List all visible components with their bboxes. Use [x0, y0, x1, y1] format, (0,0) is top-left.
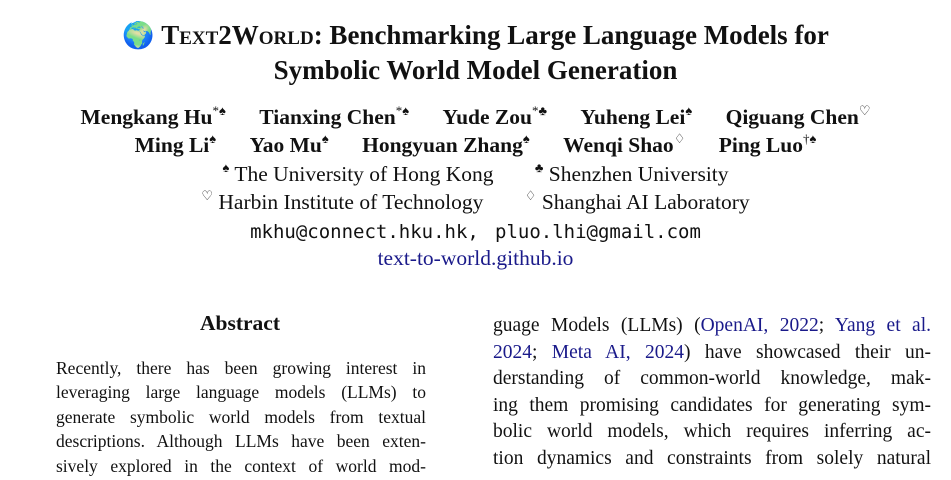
author: Mengkang Hu*♠	[80, 102, 226, 129]
abstract-heading: Abstract	[199, 311, 280, 335]
affiliation-mark: ♢	[524, 187, 537, 203]
title-line-1	[0, 18, 951, 53]
intro-line: derstanding of common-world knowledge, mak-	[493, 368, 931, 389]
intro-line: tion dynamics and constraints from solely natural	[493, 447, 931, 469]
author-marks: ♢	[673, 130, 686, 146]
authors-row-2	[0, 131, 951, 159]
abstract-line: leveraging large language models (LLMs) to	[56, 382, 426, 403]
citation-meta[interactable]: Meta AI, 2024	[551, 341, 684, 363]
author: Tianxing Chen*♠	[259, 102, 410, 129]
intro-line: bolic world models, which requires inferring ac-	[493, 421, 931, 442]
abstract-body	[56, 356, 426, 478]
author-marks: *♠	[212, 102, 226, 118]
paper-title	[0, 18, 951, 87]
affiliation: ♢ Shanghai AI Laboratory	[524, 187, 750, 214]
author-marks: *♠	[395, 102, 410, 118]
author-marks: ♠	[522, 130, 530, 146]
intro-line: ing them promising candidates for generating sym-	[493, 394, 931, 416]
abstract-line: generate symbolic world models from textual	[56, 406, 426, 427]
affiliations-row-1	[0, 160, 951, 188]
citation-yang-year[interactable]: 2024	[493, 341, 532, 363]
email: pluo.lhi@gmail.com	[495, 221, 701, 243]
intro-line: 2024; Meta AI, 2024) have showcased their un-	[493, 341, 931, 363]
intro-line: guage Models (LLMs) (OpenAI, 2022; Yang et al.	[493, 315, 932, 336]
author-marks: ♡	[858, 102, 871, 118]
citation-yang[interactable]: Yang et al.	[834, 315, 932, 336]
affiliation: ♡ Harbin Institute of Technology	[201, 187, 484, 214]
author-marks: †♠	[802, 130, 817, 146]
affiliations-row-2	[0, 188, 951, 216]
author-marks: ♠	[321, 130, 329, 146]
email: mkhu@connect.hku.hk,	[250, 221, 479, 243]
citation-openai[interactable]: OpenAI, 2022	[700, 315, 819, 336]
author: Qiguang Chen♡	[725, 102, 871, 129]
project-url-row	[0, 244, 951, 272]
author-marks: *♣	[531, 102, 547, 118]
author: Ming Li♠	[134, 130, 217, 157]
title-subtitle: : Benchmarking Large Language Models for	[313, 20, 829, 50]
author: Yude Zou*♣	[442, 102, 547, 129]
affiliation: ♠ The University of Hong Kong	[222, 159, 494, 186]
author: Ping Luo†♠	[718, 130, 817, 157]
affiliation: ♣ Shenzhen University	[534, 159, 729, 186]
affiliation-mark: ♡	[201, 187, 214, 203]
affiliation-mark: ♠	[222, 159, 230, 175]
affiliation-mark: ♣	[534, 159, 544, 175]
author: Wenqi Shao♢	[563, 130, 686, 157]
introduction-column	[493, 313, 931, 472]
title-line-2: Symbolic World Model Generation	[273, 55, 678, 85]
author-marks: ♠	[685, 102, 693, 118]
authors-row-1	[0, 103, 951, 131]
project-link[interactable]: text-to-world.github.io	[377, 246, 574, 270]
abstract-line: descriptions. Although LLMs have been exten-	[56, 431, 426, 452]
emails	[0, 217, 951, 246]
author-marks: ♠	[209, 130, 217, 146]
abstract-line: sively explored in the context of world mod-	[56, 455, 426, 476]
author: Yao Mu♠	[249, 130, 329, 157]
author: Hongyuan Zhang♠	[362, 130, 530, 157]
globe-icon: 🌍	[122, 21, 155, 51]
author: Yuheng Lei♠	[580, 102, 693, 129]
abstract-line: Recently, there has been growing interest in	[56, 358, 426, 378]
benchmark-name: Text2World	[161, 20, 314, 50]
